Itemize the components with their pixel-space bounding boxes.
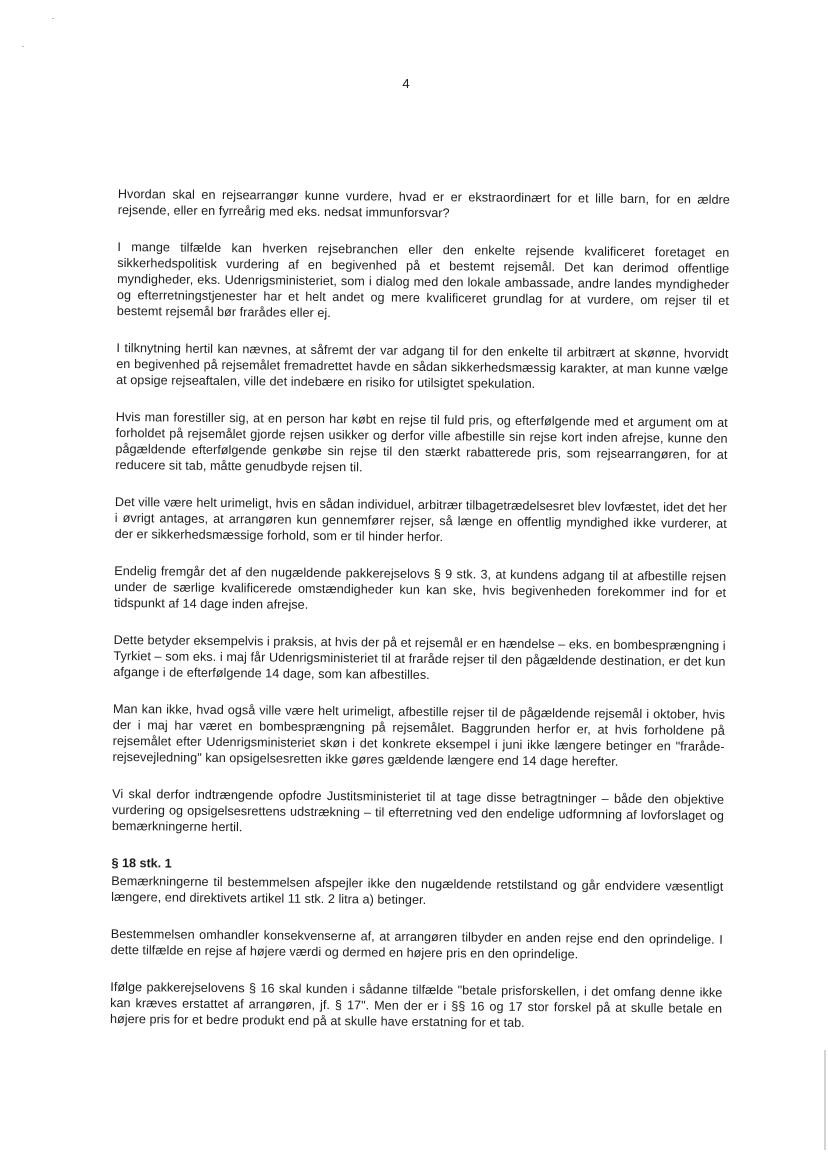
paragraph: Hvis man forestiller sig, at en person har købt en rejse til fuld pris, og efterfølgende med et argument om at forholdet på rejsemålet gjorde rejsen usikker og derfor ville afbestille sin rejse kort inden afrejse, kunne den pågældende efterfølgende genkøbe sin rejse til den stærkt rabatterede pris, som rejsearrangøren, for at reducere sit tab, måtte genudbyde rejsen til. bbox=[115, 409, 728, 475]
scan-speck bbox=[52, 18, 54, 19]
paragraph: Det ville være helt urimeligt, hvis en sådan individuel, arbitrær tilbagetrædelsesret blev lovfæstet, idet det her i øvrigt antages, at arrangøren kun gennemfører rejser, så længe en offentlig myndighed ikke vurderer, at der er sikkerhedsmæssige forhold, som er til hinder herfor. bbox=[114, 494, 728, 545]
paragraph: Man kan ikke, hvad også ville være helt urimeligt, afbestille rejser til de pågældende rejsemål i oktober, hvis der i maj har været en bombesprængning på rejsemålet. Baggrunden herfor er, at hvis forholdene på rejsemålet efter Udenrigsministeriet skøn i det konkrete eksempel i juni ikke længere betinger en "fraråde-rejsevejledning" kan opsigelsesretten ikke gøres gældende længere end 14 dage herefter. bbox=[112, 701, 726, 769]
page-number: 4 bbox=[402, 76, 410, 91]
scan-speck bbox=[22, 46, 24, 47]
paragraph: Dette betyder eksempelvis i praksis, at hvis der på et rejsemål er en hændelse – eks. en bombesprængning i Tyrkiet – som eks. i maj får Udenrigsministeriet til at fraråde rejser til den pågældende destination, er det kun afgange i de efterfølgende 14 dage, som kan afbestilles. bbox=[113, 632, 726, 683]
paragraph: Endelig fremgår det af den nugældende pakkerejselovs § 9 stk. 3, at kundens adgang til at afbestille rejsen under de særlige kvalificerede omstændigheder kun kan ske, hvis begivenheden forekommer ind for et tidspunkt af 14 dage inden afrejse. bbox=[113, 563, 727, 612]
section-heading: § 18 stk. 1 bbox=[111, 855, 172, 871]
scan-edge-shadow bbox=[824, 1050, 826, 1150]
paragraph: I tilknytning hertil kan nævnes, at såfremt der var adgang til for den enkelte til arbitrært at skønne, hvorvidt en begivenhed på rejsemålet fremadrettet havde en sådan sikkerhedsmæssig karakter, at man kunne vælge at opsige rejseaftalen, ville det indebære en risiko for utilsigtet spekulation. bbox=[116, 340, 729, 392]
paragraph: I mange tilfælde kan hverken rejsebranchen eller den enkelte rejsende kvalificeret foretaget en sikkerhedspolitisk vurdering af en begivenhed på et bestemt rejsemål. Det kan derimod offentlige myndigheder, eks. Udenrigsministeriet, som i dialog med den lokale ambassade, andre landes myndigheder og efterretningstjenester har et helt andet og mere kvalificeret grundlag for at vurdere, om rejser til et bestemt rejsemål bør frarådes eller ej. bbox=[116, 239, 730, 321]
section-paragraph: Bestemmelsen omhandler konsekvenserne af, at arrangøren tilbyder en anden rejse end den oprindelige. I dette tilfælde en rejse af højere værdi og dermed en højere pris en den oprindelige. bbox=[110, 926, 723, 962]
document-body bbox=[110, 186, 730, 1054]
paragraph: Hvordan skal en rejsearrangør kunne vurdere, hvad er er ekstraordinært for et lille barn, for en ældre rejsende, eller en fyrreårig med eks. nedsat immunforsvar? bbox=[117, 186, 730, 221]
paragraph: Vi skal derfor indtrængende opfodre Justitsministeriet til at tage disse betragtninger – både den objektive vurdering og opsigelsesrettens udstrækning – til efterretning ved den endelige udformning af lovforslaget og bemærkningerne hertil. bbox=[111, 786, 725, 835]
section-paragraph: Bemærkningerne til bestemmelsen afspejler ikke den nugældende retstilstand og går endvidere væsentligt længere, end direktivets artikel 11 stk. 2 litra a) betinger. bbox=[111, 873, 724, 907]
section-paragraph: Ifølge pakkerejselovens § 16 skal kunden i sådanne tilfælde "betale prisforskellen, i det omfang denne ikke kan kræves erstattet af arrangøren, jf. § 17". Men der er i §§ 16 og 17 stor forskel på at skulle betale en højere pris for et bedre produkt end på at skulle have erstatning for et tab. bbox=[109, 979, 723, 1030]
